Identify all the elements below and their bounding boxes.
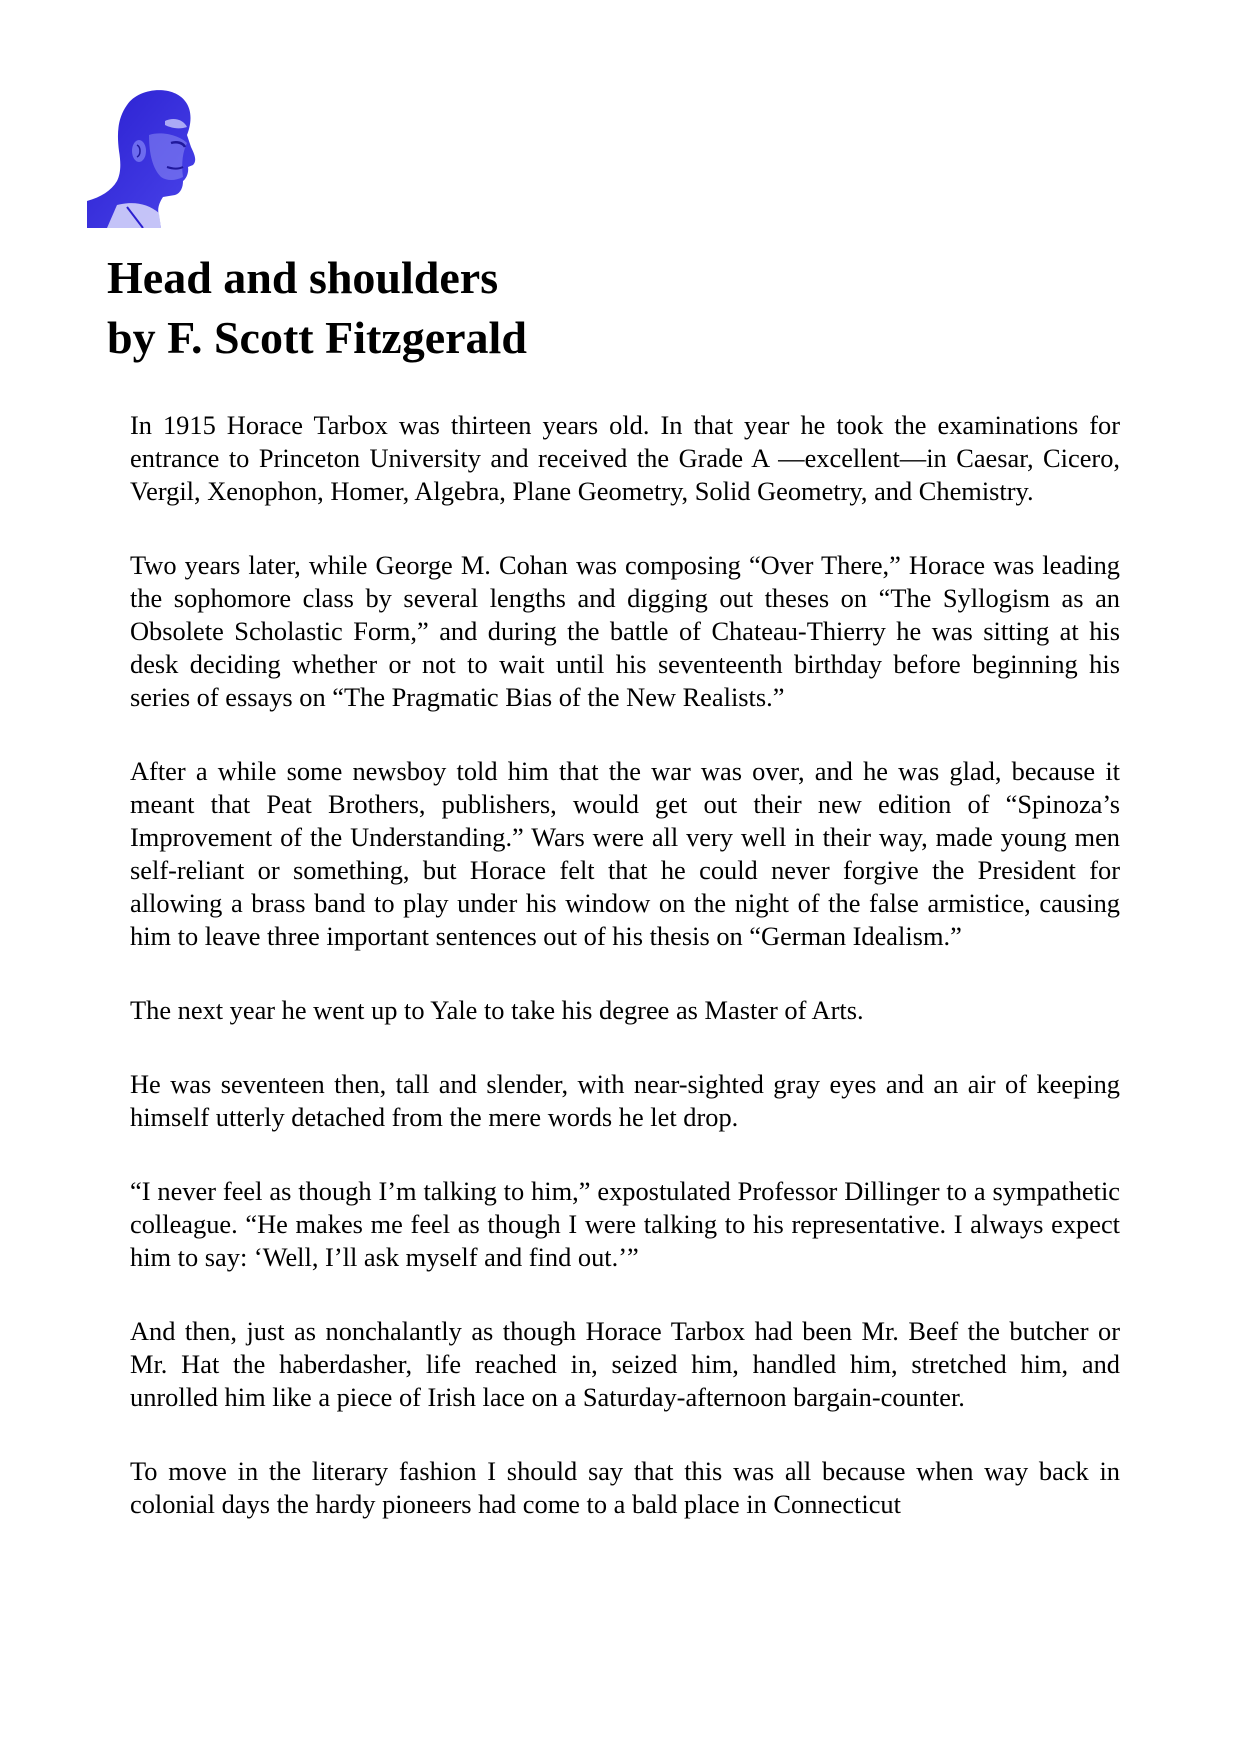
paragraph: And then, just as nonchalantly as though Horace Tarbox had been Mr. Beef the butcher or Mr. Hat the haberdasher, life reached in, seized him, handled him, stretched him, and unrolled him like a piece of Irish lace on a Saturday-afternoon bargain-counter. bbox=[130, 1316, 1120, 1412]
author-byline: by F. Scott Fitzgerald bbox=[107, 312, 527, 363]
story-title: Head and shoulders bbox=[107, 252, 499, 303]
paragraph: In 1915 Horace Tarbox was thirteen years old. In that year he took the examinations for entrance to Princeton University and received the Grade A —excellent—in Caesar, Cicero, Vergil, Xenophon, Homer, Algebra, Plane Geometry, Solid Geometry, and Chemistry. bbox=[130, 410, 1120, 506]
paragraph: He was seventeen then, tall and slender, with near-sighted gray eyes and an air of keeping himself utterly detached from the mere words he let drop. bbox=[130, 1069, 1120, 1132]
page-title bbox=[107, 248, 527, 368]
paragraph: “I never feel as though I’m talking to him,” expostulated Professor Dillinger to a sympathetic colleague. “He makes me feel as though I were talking to his representative. I always expect him to say: ‘Well, I’ll ask myself and find out.’” bbox=[130, 1176, 1120, 1272]
paragraph: Two years later, while George M. Cohan was composing “Over There,” Horace was leading the sophomore class by several lengths and digging out theses on “The Syllogism as an Obsolete Scholastic Form,” and during the battle of Chateau-Thierry he was sitting at his desk deciding whether or not to wait until his seventeenth birthday before beginning his series of essays on “The Pragmatic Bias of the New Realists.” bbox=[130, 550, 1120, 712]
paragraph: After a while some newsboy told him that the war was over, and he was glad, because it meant that Peat Brothers, publishers, would get out their new edition of “Spinoza’s Improvement of the Understanding.” Wars were all very well in their way, made young men self-reliant or something, but Horace felt that he could never forgive the President for allowing a brass band to play under his window on the night of the false armistice, causing him to leave three important sentences out of his thesis on “German Idealism.” bbox=[130, 756, 1120, 951]
paragraph: The next year he went up to Yale to take his degree as Master of Arts. bbox=[130, 995, 864, 1025]
paragraph: To move in the literary fashion I should say that this was all because when way back in colonial days the hardy pioneers had come to a bald place in Connecticut bbox=[130, 1456, 1120, 1519]
story-body bbox=[130, 409, 1120, 1562]
author-portrait-icon bbox=[87, 85, 201, 228]
